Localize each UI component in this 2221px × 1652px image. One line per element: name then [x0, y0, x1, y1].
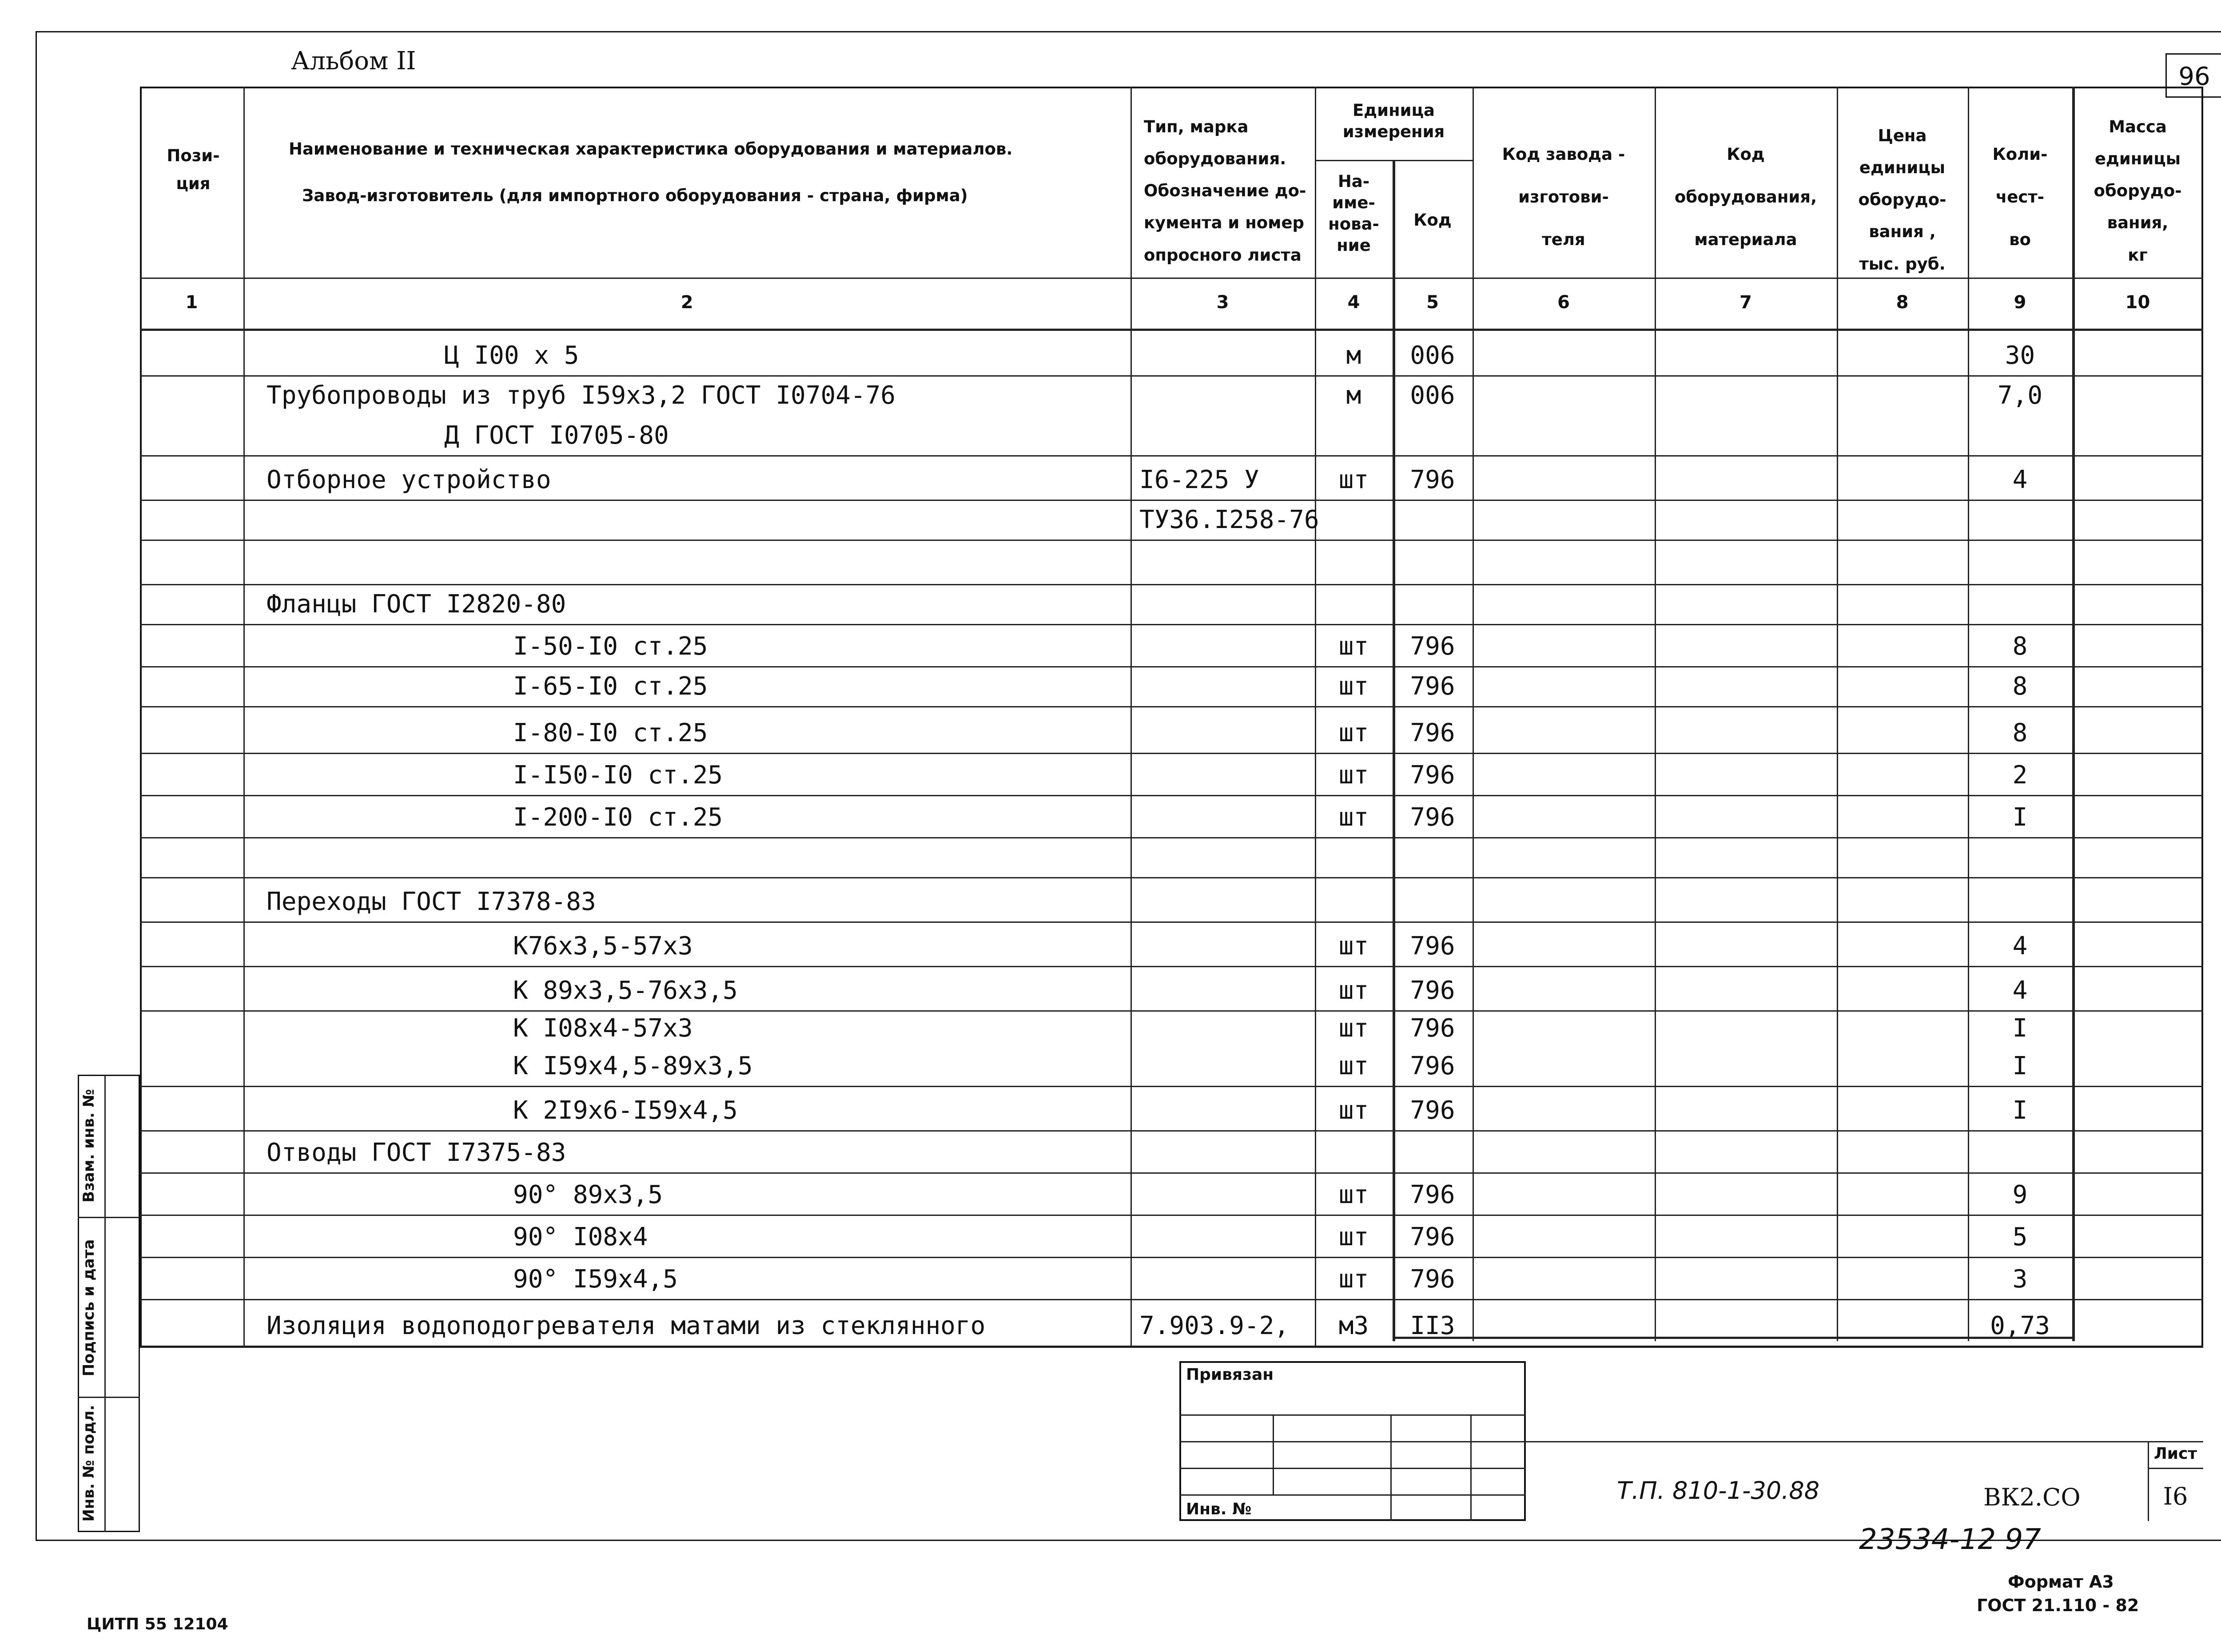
- row-line: [140, 584, 2203, 585]
- header-position: Пози- ция: [167, 146, 220, 193]
- body-bottom-line: [140, 1346, 2203, 1347]
- row-unit-code: 006: [1410, 341, 1455, 370]
- row-quantity: 4: [2012, 976, 2028, 1005]
- row-unit-code: 796: [1410, 803, 1455, 832]
- inventory-number-label: Инв. №: [1186, 1500, 1252, 1518]
- row-name: 90° 89x3,5: [513, 1180, 663, 1209]
- stamp-number: 23534-12 97: [1859, 1523, 2041, 1556]
- row-unit-code: 796: [1410, 1223, 1455, 1251]
- header-mass: Масса единицы оборудо- вания, кг: [2094, 117, 2182, 265]
- row-name: Фланцы ГОСТ I2820-80: [267, 590, 566, 619]
- stamp-line: [1179, 1468, 1526, 1469]
- row-unit-code: II3: [1410, 1311, 1455, 1340]
- row-line: [140, 1010, 2203, 1012]
- side-label-signature-date: Подпись и дата: [80, 1239, 98, 1377]
- row-quantity: 8: [2012, 632, 2028, 661]
- row-line: [140, 966, 2203, 967]
- header-unit-code: Код: [1413, 210, 1452, 230]
- col-divider: [1655, 87, 1656, 1341]
- row-quantity: 9: [2012, 1180, 2028, 1209]
- row-name: Трубопроводы из труб I59x3,2 ГОСТ I0704-76: [267, 381, 896, 410]
- row-name: 90° I59x4,5: [513, 1265, 678, 1294]
- header-name-line2: Завод-изготовитель (для импортного оборудования - страна, фирма): [302, 186, 968, 205]
- row-name: Д ГОСТ I0705-80: [444, 421, 669, 450]
- row-name: К 2I9x6-I59x4,5: [513, 1096, 738, 1125]
- sheet-line: [2148, 1468, 2203, 1469]
- row-unit: шт: [1338, 1096, 1369, 1125]
- colnum-bottom-line: [140, 329, 2203, 331]
- row-unit: шт: [1338, 672, 1369, 701]
- row-line: [140, 624, 2203, 625]
- row-line: [140, 753, 2203, 754]
- side-label-original-inventory: Инв. № подл.: [80, 1405, 98, 1522]
- row-name: I-I50-I0 ст.25: [513, 761, 723, 790]
- row-unit-code: 796: [1410, 761, 1455, 790]
- row-line: [140, 375, 2203, 377]
- row-quantity: 3: [2012, 1265, 2028, 1294]
- row-unit: шт: [1338, 1014, 1369, 1043]
- row-unit: шт: [1338, 1052, 1369, 1080]
- row-quantity: 0,73: [1990, 1311, 2050, 1340]
- row-line: [140, 1257, 2203, 1258]
- row-quantity: I: [2012, 803, 2028, 832]
- header-price: Цена единицы оборудо- вания , тыс. руб.: [1858, 126, 1946, 274]
- document-code: ВК2.СО: [1983, 1483, 2081, 1511]
- header-name-line1: Наименование и техническая характеристика оборудования и материалов.: [289, 139, 1013, 159]
- sheet-label: Лист: [2153, 1445, 2197, 1463]
- row-line: [140, 1172, 2203, 1174]
- col-divider: [243, 87, 245, 1348]
- row-line: [140, 1215, 2203, 1216]
- stamp-line: [1179, 1414, 1526, 1416]
- row-unit: шт: [1338, 761, 1369, 790]
- column-number: 1: [185, 292, 198, 313]
- row-name: К76x3,5-57x3: [513, 932, 693, 961]
- row-quantity: 8: [2012, 672, 2028, 701]
- row-line: [140, 1130, 2203, 1132]
- row-type: I6-225 У: [1139, 465, 1259, 494]
- row-quantity: 4: [2012, 465, 2028, 494]
- row-unit-code: 796: [1410, 465, 1455, 494]
- header-equipment-code: Код оборудования, материала: [1674, 145, 1817, 250]
- row-unit-code: 796: [1410, 932, 1455, 961]
- row-unit-code: 796: [1410, 1014, 1455, 1043]
- row-name: Ц I00 x 5: [444, 341, 579, 370]
- row-name: К I59x4,5-89x3,5: [513, 1052, 753, 1080]
- row-name: Изоляция водоподогревателя матами из стеклянного: [267, 1311, 986, 1340]
- row-name: К I08x4-57x3: [513, 1014, 693, 1043]
- row-unit-code: 796: [1410, 1096, 1455, 1125]
- row-unit-code: 006: [1410, 381, 1455, 410]
- binding-label: Привязан: [1186, 1366, 1274, 1384]
- column-number: 7: [1739, 292, 1752, 313]
- row-unit-code: 796: [1410, 632, 1455, 661]
- column-number: 4: [1347, 292, 1360, 313]
- column-number: 2: [681, 292, 693, 313]
- header-unit: Единица измерения: [1342, 101, 1445, 142]
- row-unit: шт: [1338, 1223, 1369, 1251]
- stamp-line: [1179, 1441, 1526, 1442]
- row-unit: шт: [1338, 465, 1369, 494]
- row-line: [140, 1086, 2203, 1087]
- print-code: ЦИТП 55 12104: [87, 1615, 228, 1633]
- row-type: 7.903.9-2,: [1139, 1311, 1290, 1340]
- row-unit: шт: [1338, 932, 1369, 961]
- col-divider: [1315, 87, 1316, 1346]
- row-unit: шт: [1338, 1180, 1369, 1209]
- row-line: [140, 795, 2203, 796]
- header-quantity: Коли- чест- во: [1992, 145, 2048, 250]
- row-unit: шт: [1338, 632, 1369, 661]
- row-name: I-200-I0 ст.25: [513, 803, 723, 832]
- side-strip-divider: [104, 1075, 106, 1532]
- row-line: [140, 921, 2203, 923]
- row-name: I-80-I0 ст.25: [513, 719, 708, 747]
- row-line: [140, 1299, 2203, 1300]
- row-unit: м: [1346, 341, 1361, 370]
- row-quantity: 8: [2012, 719, 2028, 747]
- row-quantity: 4: [2012, 932, 2028, 961]
- header-unit-name: На- име- нова- ние: [1328, 172, 1379, 255]
- row-unit: шт: [1338, 976, 1369, 1005]
- row-quantity: 2: [2012, 761, 2028, 790]
- column-number: 10: [2125, 292, 2150, 313]
- column-number: 6: [1557, 292, 1570, 313]
- row-type: ТУ36.I258-76: [1139, 505, 1319, 534]
- row-unit: шт: [1338, 719, 1369, 747]
- column-number: 3: [1216, 292, 1229, 313]
- header-type: Тип, марка оборудования. Обозначение до- кумента и номер опросного листа: [1144, 117, 1306, 265]
- row-name: Переходы ГОСТ I7378-83: [267, 887, 596, 916]
- sheet-number: I6: [2163, 1482, 2188, 1510]
- row-name: К 89x3,5-76x3,5: [513, 976, 738, 1005]
- gost-label: ГОСТ 21.110 - 82: [1977, 1596, 2139, 1615]
- row-unit-code: 796: [1410, 1265, 1455, 1294]
- row-unit: м: [1346, 381, 1361, 410]
- col-divider: [1393, 160, 1395, 1341]
- format-label: Формат А3: [2008, 1572, 2114, 1592]
- row-line: [140, 666, 2203, 667]
- row-unit: шт: [1338, 803, 1369, 832]
- row-line: [140, 540, 2203, 541]
- page-number: 96: [2178, 62, 2210, 91]
- row-quantity: 7,0: [1997, 381, 2043, 410]
- column-number: 8: [1896, 292, 1909, 313]
- row-quantity: 30: [2005, 341, 2035, 370]
- row-unit-code: 796: [1410, 672, 1455, 701]
- row-line: [140, 706, 2203, 707]
- col-divider: [2072, 87, 2075, 1341]
- column-number: 9: [2014, 292, 2026, 313]
- column-number: 5: [1426, 292, 1439, 313]
- project-code: Т.П. 810-1-30.88: [1617, 1477, 1820, 1505]
- row-quantity: I: [2012, 1096, 2028, 1125]
- album-title: Альбом II: [291, 47, 416, 75]
- row-unit-code: 796: [1410, 1180, 1455, 1209]
- row-quantity: 5: [2012, 1223, 2028, 1251]
- body-block-bottom: [1393, 1337, 2072, 1339]
- row-unit-code: 796: [1410, 976, 1455, 1005]
- row-unit: шт: [1338, 1265, 1369, 1294]
- row-name: I-65-I0 ст.25: [513, 672, 708, 701]
- stamp-col: [1273, 1414, 1274, 1494]
- col-divider: [1837, 87, 1838, 1341]
- row-name: I-50-I0 ст.25: [513, 632, 708, 661]
- side-label-replacement-inventory: Взам. инв. №: [80, 1089, 98, 1203]
- row-line: [140, 500, 2203, 501]
- row-name: Отборное устройство: [267, 465, 551, 494]
- row-name: Отводы ГОСТ I7375-83: [267, 1138, 566, 1167]
- title-block-top: [1526, 1441, 2203, 1442]
- unit-subheader-line: [1315, 160, 1473, 161]
- row-line: [140, 837, 2203, 838]
- row-line: [140, 455, 2203, 457]
- col-divider: [1130, 87, 1132, 1346]
- stamp-col: [1470, 1414, 1472, 1521]
- row-unit: м3: [1338, 1311, 1369, 1340]
- col-divider: [1968, 87, 1969, 1341]
- row-unit-code: 796: [1410, 1052, 1455, 1080]
- row-name: 90° I08x4: [513, 1223, 648, 1251]
- stamp-col: [1390, 1414, 1392, 1521]
- row-quantity: I: [2012, 1014, 2028, 1043]
- row-unit-code: 796: [1410, 719, 1455, 747]
- stamp-line: [1179, 1494, 1526, 1496]
- header-plant-code: Код завода - изготови- теля: [1502, 145, 1625, 250]
- row-line: [140, 877, 2203, 878]
- row-quantity: I: [2012, 1052, 2028, 1080]
- col-divider: [1473, 87, 1474, 1341]
